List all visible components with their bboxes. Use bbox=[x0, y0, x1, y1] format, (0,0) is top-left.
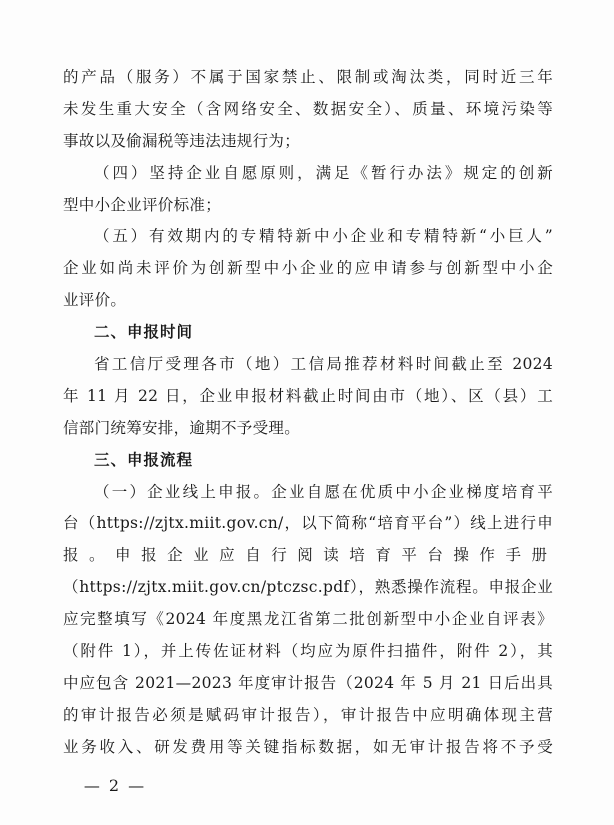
body-line: 省工信厅受理各市（地）工信局推荐材料时间截止至 2024 bbox=[94, 355, 553, 374]
body-line: 台（https://zjtx.miit.gov.cn/，以下简称“培育平台”）线上进行申 bbox=[63, 514, 553, 533]
body-line: （附件 1），并上传佐证材料（均应为原件扫描件，附件 2），其 bbox=[63, 642, 553, 661]
body-line: 年 11 月 22 日，企业申报材料截止时间由市（地）、区（县）工 bbox=[63, 386, 553, 405]
body-line: 型中小企业评价标准； bbox=[63, 195, 222, 214]
body-line: 业评价。 bbox=[63, 291, 127, 310]
body-line: 未发生重大安全（含网络安全、数据安全）、质量、环境污染等 bbox=[63, 99, 553, 118]
body-line: 企业如尚未评价为创新型中小企业的应申请参与创新型中小企 bbox=[63, 259, 553, 278]
body-line: 信部门统筹安排，逾期不予受理。 bbox=[63, 418, 301, 437]
body-line: 业务收入、研发费用等关键指标数据，如无审计报告将不予受 bbox=[63, 737, 553, 756]
body-line: 应完整填写《2024 年度黑龙江省第二批创新型中小企业自评表》 bbox=[63, 610, 553, 629]
body-line: 的产品（服务）不属于国家禁止、限制或淘汰类，同时近三年 bbox=[63, 68, 553, 86]
body-line: （五）有效期内的专精特新中小企业和专精特新“小巨人” bbox=[94, 227, 553, 246]
body-line: 事故以及偷漏税等违法违规行为； bbox=[63, 131, 301, 150]
document-body bbox=[63, 62, 553, 764]
section-heading: 三、申报流程 bbox=[94, 450, 194, 469]
page-number: — 2 — bbox=[83, 776, 147, 795]
body-line: （一）企业线上申报。企业自愿在优质中小企业梯度培育平 bbox=[94, 482, 553, 501]
section-heading: 二、申报时间 bbox=[94, 323, 194, 342]
body-line: （四）坚持企业自愿原则，满足《暂行办法》规定的创新 bbox=[94, 163, 553, 182]
body-line: （https://zjtx.miit.gov.cn/ptczsc.pdf），熟悉操作流程。申报企业 bbox=[63, 578, 553, 597]
body-line: 中应包含 2021—2023 年度审计报告（2024 年 5 月 21 日后出具 bbox=[63, 673, 553, 692]
body-line: 的审计报告必须是赋码审计报告），审计报告中应明确体现主营 bbox=[63, 705, 553, 724]
body-line: 报。申报企业应自行阅读培育平台操作手册 bbox=[63, 546, 553, 565]
